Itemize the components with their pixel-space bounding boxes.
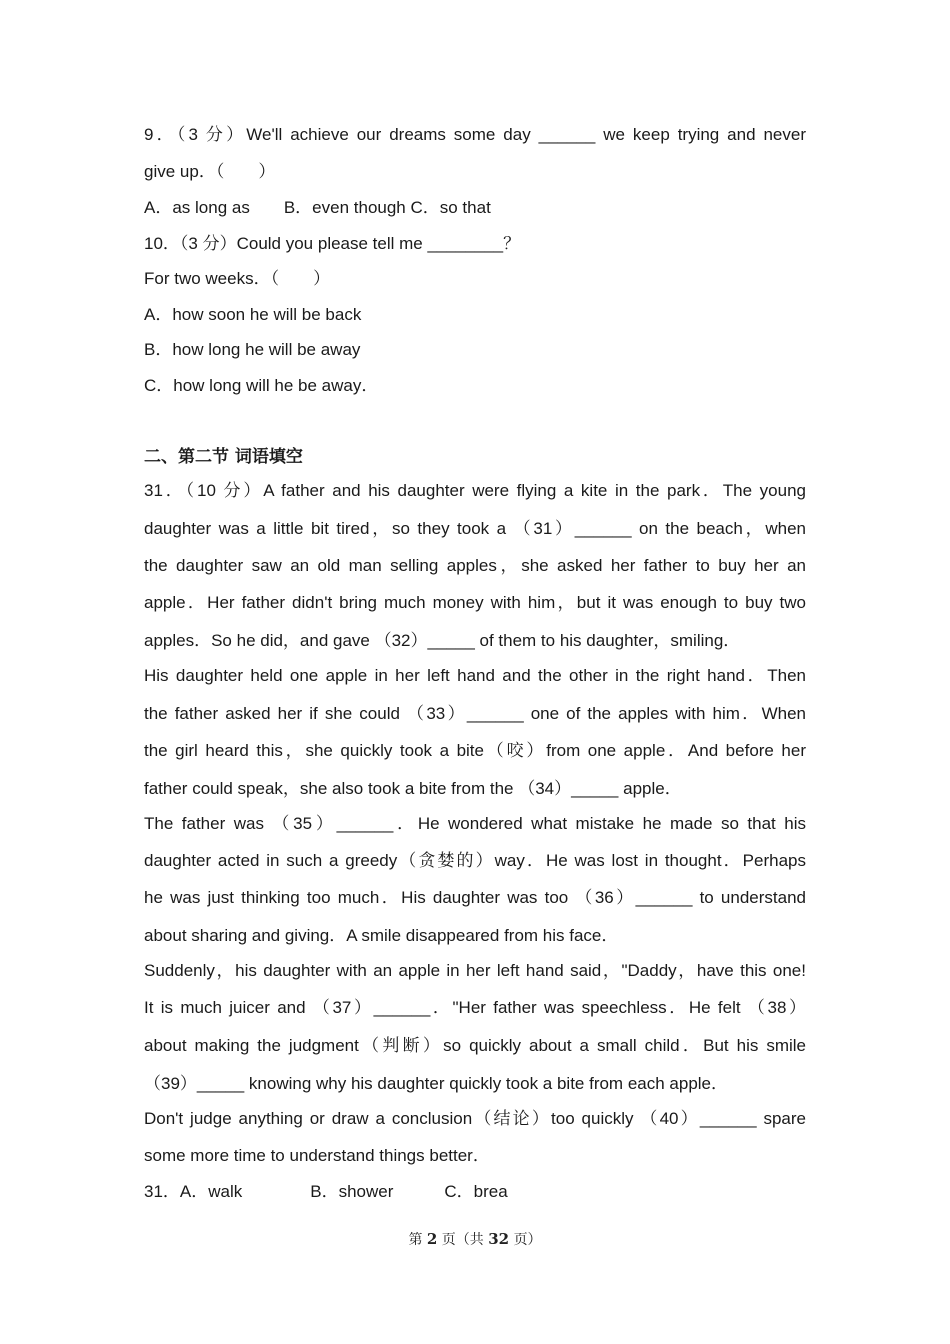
passage-line: daughter was a little bit tired，so they took a （31）______ on the beach，when: [144, 519, 806, 538]
passage-line: It is much juicer and （37）______．"Her father was speechless．He felt （38）: [144, 998, 806, 1017]
question-10-option-c: C．how long will he be away．: [144, 376, 379, 395]
passage-line: daughter acted in such a greedy（贪婪的）way．He was lost in thought．Perhaps: [144, 851, 806, 870]
passage-line: （39）_____ knowing why his daughter quickly took a bite from each apple．: [144, 1074, 729, 1093]
question-9-options: A．as long as B．even though C．so that: [144, 198, 491, 217]
question-10-answer: For two weeks．（ ）: [144, 269, 331, 288]
footer-total-pages: 32: [488, 1230, 510, 1248]
passage-line: the daughter saw an old man selling apples，she asked her father to buy her an: [144, 556, 806, 575]
question-9-line-2: give up．（ ）: [144, 162, 276, 181]
question-9-line-1: 9．（3 分）We'll achieve our dreams some day ______ we keep trying and never: [144, 125, 806, 144]
passage-line: he was just thinking too much．His daughter was too （36）______ to understand: [144, 888, 806, 907]
passage-line: 31．（10 分）A father and his daughter were flying a kite in the park．The young: [144, 481, 806, 500]
passage-line: some more time to understand things better．: [144, 1146, 490, 1165]
footer-middle: 页（共: [441, 1232, 484, 1248]
passage-line: father could speak，she also took a bite from the （34）_____ apple．: [144, 779, 682, 798]
footer-prefix: 第: [408, 1232, 423, 1248]
footer-page-number: 2: [426, 1230, 438, 1248]
question-10-stem: 10．（3 分）Could you please tell me ________？: [144, 234, 521, 253]
passage-line: apple．Her father didn't bring much money with him，but it was enough to buy two: [144, 593, 806, 612]
section-heading: 二、第二节 词语填空: [144, 447, 303, 467]
question-10-option-a: A．how soon he will be back: [144, 305, 362, 324]
footer-suffix: 页）: [513, 1232, 542, 1248]
page-footer: [0, 1229, 950, 1249]
passage-line: about making the judgment（判断）so quickly about a small child．But his smile: [144, 1036, 806, 1055]
passage-line: the girl heard this，she quickly took a bite（咬）from one apple．And before her: [144, 741, 806, 760]
passage-line: about sharing and giving．A smile disappeared from his face．: [144, 926, 619, 945]
question-31-options: 31．A．walk B．shower C．brea: [144, 1182, 508, 1201]
passage-line: the father asked her if she could （33）______ one of the apples with him．When: [144, 704, 806, 723]
passage-line: Suddenly，his daughter with an apple in her left hand said，"Daddy，have this one!: [144, 961, 806, 980]
passage-line: Don't judge anything or draw a conclusion（结论）too quickly （40）______ spare: [144, 1109, 806, 1128]
passage-line: His daughter held one apple in her left hand and the other in the right hand．Then: [144, 666, 806, 685]
question-10-option-b: B．how long he will be away: [144, 340, 361, 359]
passage-line: The father was （35）______．He wondered what mistake he made so that his: [144, 814, 806, 833]
passage-line: apples．So he did，and gave （32）_____ of them to his daughter，smiling．: [144, 631, 741, 650]
